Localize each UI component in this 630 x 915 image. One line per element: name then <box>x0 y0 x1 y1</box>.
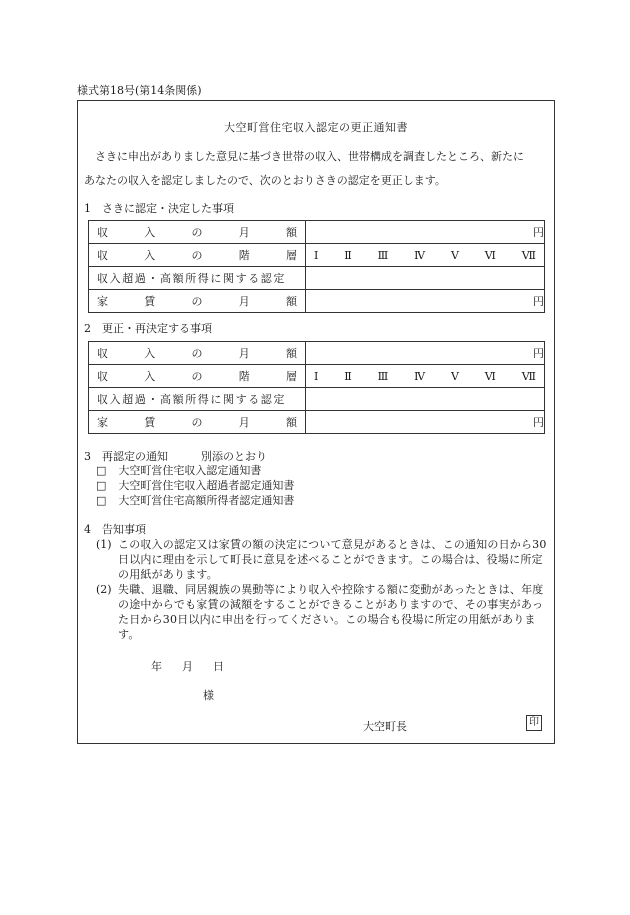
checkbox-icon[interactable]: □ <box>96 494 107 507</box>
revised-determination-table <box>88 341 545 434</box>
notice-number: (2) <box>96 583 112 596</box>
monthly-rent-label <box>89 290 306 313</box>
option-high-income[interactable] <box>96 493 294 508</box>
checkbox-icon[interactable]: □ <box>96 479 107 492</box>
date-day: 日 <box>213 660 224 673</box>
income-rank-options <box>306 365 545 388</box>
label-char: 月 <box>238 347 250 360</box>
excess-income-label <box>89 267 306 290</box>
label-char: の <box>191 249 203 262</box>
label-char: 額 <box>286 416 297 429</box>
addressee-honorific: 様 <box>203 689 214 702</box>
rank-option: Ⅳ <box>414 248 426 262</box>
label-char: 額 <box>286 295 297 308</box>
document-title: 大空町営住宅収入認定の更正通知書 <box>224 121 408 134</box>
label-char: 月 <box>238 416 250 429</box>
monthly-income-label <box>89 221 306 244</box>
monthly-rent-label <box>89 411 306 434</box>
rank-option: Ⅰ <box>314 248 319 262</box>
section-2-heading: 2 更正・再決定する事項 <box>84 322 212 335</box>
option-excess-income[interactable] <box>96 478 294 493</box>
label-char: 階 <box>238 370 250 383</box>
option-label: 大空町営住宅高額所得者認定通知書 <box>118 494 295 507</box>
monthly-rent-value <box>306 290 545 313</box>
intro-line-1: さきに申出がありました意見に基づき世帯の収入、世帯構成を調査したところ、新たに <box>95 150 524 163</box>
label-char: 収 <box>97 249 108 262</box>
label-char: 収 <box>97 347 108 360</box>
excess-income-value <box>306 388 545 411</box>
rank-option: Ⅲ <box>377 369 389 383</box>
notification-options <box>96 463 294 508</box>
seal-stamp: 印 <box>526 715 542 731</box>
notice-frame <box>77 100 555 744</box>
notice-item-1 <box>96 537 548 582</box>
rank-option: Ⅶ <box>521 248 536 262</box>
table-row <box>89 365 545 388</box>
label-char: 入 <box>144 249 156 262</box>
excess-income-text: 収入超過・高額所得に関する認定 <box>97 393 286 406</box>
yen-unit: 円 <box>533 416 544 429</box>
label-char: 入 <box>144 370 156 383</box>
rank-option: Ⅲ <box>377 248 389 262</box>
option-income-certification[interactable] <box>96 463 294 478</box>
label-char: 収 <box>97 226 108 239</box>
monthly-income-value <box>306 342 545 365</box>
label-char: 入 <box>144 226 156 239</box>
previous-determination-table <box>88 220 545 313</box>
table-row <box>89 244 545 267</box>
excess-income-text: 収入超過・高額所得に関する認定 <box>97 272 286 285</box>
label-char: 賃 <box>144 295 156 308</box>
section-4-heading: 4 告知事項 <box>84 523 146 536</box>
monthly-income-value <box>306 221 545 244</box>
monthly-income-label <box>89 342 306 365</box>
rank-option: Ⅵ <box>484 248 496 262</box>
rank-option: Ⅴ <box>450 369 459 383</box>
label-char: の <box>191 295 203 308</box>
yen-unit: 円 <box>533 226 544 239</box>
label-char: 月 <box>238 226 250 239</box>
rank-option: Ⅵ <box>484 369 496 383</box>
label-char: 家 <box>97 416 108 429</box>
label-char: の <box>191 226 203 239</box>
rank-option: Ⅱ <box>344 369 352 383</box>
excess-income-label <box>89 388 306 411</box>
label-char: 家 <box>97 295 108 308</box>
issuer-name: 大空町長 <box>363 720 407 733</box>
label-char: の <box>191 347 203 360</box>
table-row <box>89 221 545 244</box>
notice-text: この収入の認定又は家賃の額の決定について意見があるときは、この通知の日から30日以内に理由を示して町長に意見を述べることができます。この場合は、役場に所定の用紙があります。 <box>118 538 547 581</box>
form-number-label: 様式第18号(第14条関係) <box>77 84 202 97</box>
table-row <box>89 388 545 411</box>
monthly-rent-value <box>306 411 545 434</box>
rank-option: Ⅰ <box>314 369 319 383</box>
label-char: 階 <box>238 249 250 262</box>
notice-number: (1) <box>96 538 112 551</box>
notice-item-2 <box>96 582 548 642</box>
label-char: の <box>191 416 203 429</box>
income-rank-options <box>306 244 545 267</box>
excess-income-value <box>306 267 545 290</box>
label-char: 収 <box>97 370 108 383</box>
yen-unit: 円 <box>533 347 544 360</box>
yen-unit: 円 <box>533 295 544 308</box>
table-row <box>89 342 545 365</box>
intro-line-2: あなたの収入を認定しましたので、次のとおりさきの認定を更正します。 <box>84 174 446 187</box>
rank-option: Ⅴ <box>450 248 459 262</box>
table-row <box>89 411 545 434</box>
option-label: 大空町営住宅収入認定通知書 <box>118 464 262 477</box>
label-char: 賃 <box>144 416 156 429</box>
label-char: 層 <box>286 370 297 383</box>
section-1-heading: 1 さきに認定・決定した事項 <box>84 202 234 215</box>
label-char: 層 <box>286 249 297 262</box>
checkbox-icon[interactable]: □ <box>96 464 107 477</box>
date-year: 年 <box>151 660 162 673</box>
intro-paragraph <box>84 145 548 193</box>
date-month: 月 <box>182 660 193 673</box>
rank-option: Ⅱ <box>344 248 352 262</box>
rank-option: Ⅶ <box>521 369 536 383</box>
table-row <box>89 267 545 290</box>
label-char: の <box>191 370 203 383</box>
label-char: 額 <box>286 347 297 360</box>
notice-text: 失職、退職、同居親族の異動等により収入や控除する額に変動があったときは、年度の途中からでも家賃の減額をすることができることがありますので、その事実があった日から30日以内に申出を行ってください。この場合も役場に所定の用紙があります。 <box>118 583 544 641</box>
issue-date <box>151 658 224 674</box>
table-row <box>89 290 545 313</box>
income-rank-label <box>89 365 306 388</box>
label-char: 額 <box>286 226 297 239</box>
label-char: 入 <box>144 347 156 360</box>
notice-items <box>96 537 548 642</box>
option-label: 大空町営住宅収入超過者認定通知書 <box>118 479 295 492</box>
label-char: 月 <box>238 295 250 308</box>
section-3-heading: 3 再認定の通知 別添のとおり <box>84 450 267 463</box>
income-rank-label <box>89 244 306 267</box>
rank-option: Ⅳ <box>414 369 426 383</box>
